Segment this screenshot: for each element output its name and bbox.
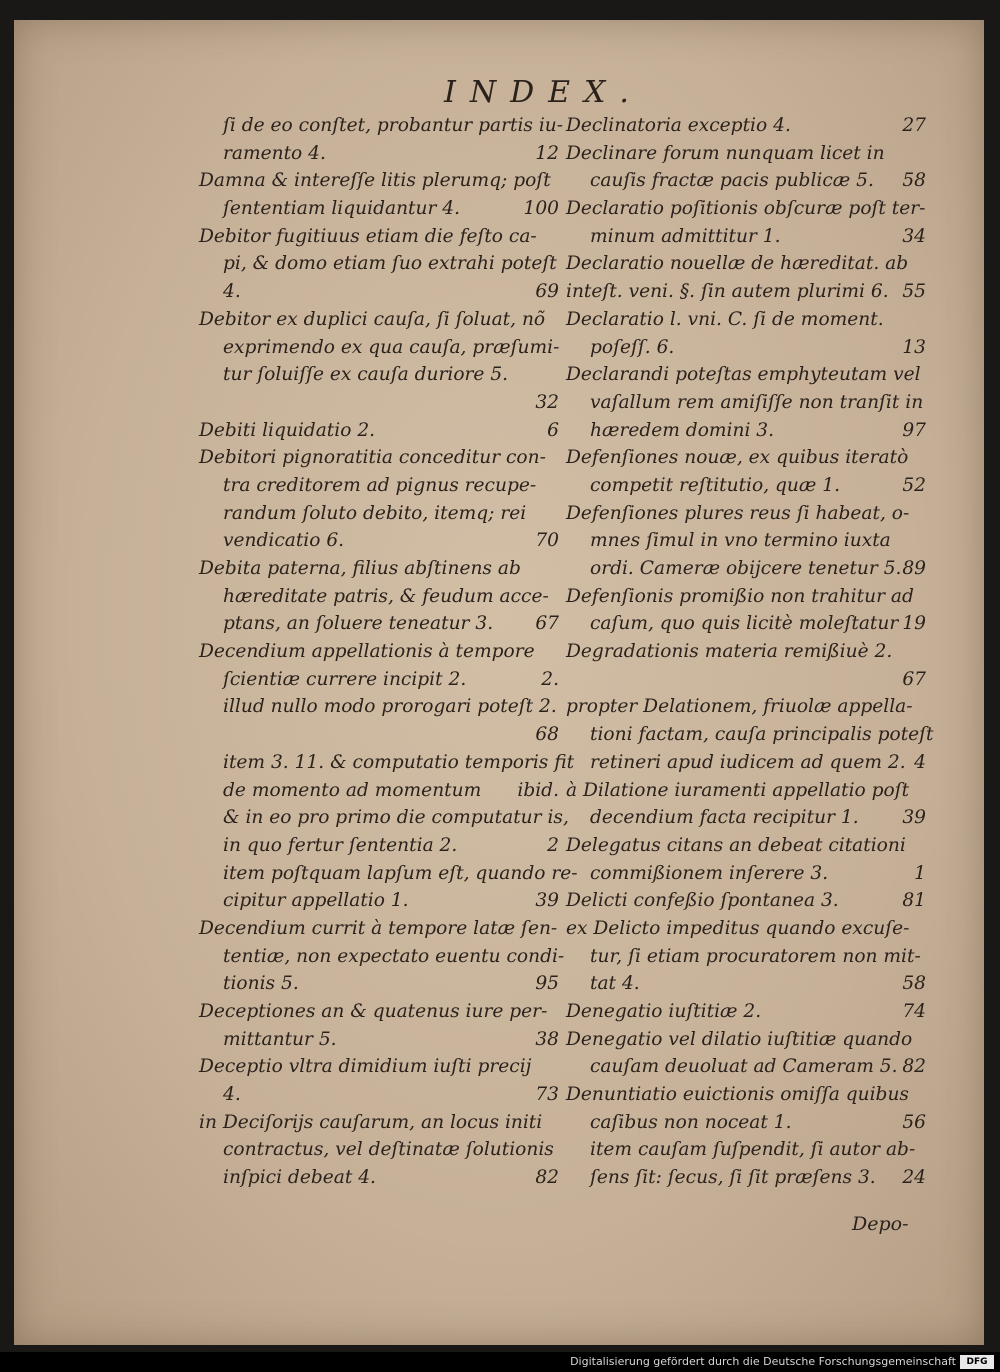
index-entry-text: minum admittitur 1. (590, 225, 781, 247)
page-reference: 4 (914, 751, 926, 773)
index-entry-text: Declaratio l. vni. C. ſi de moment. (566, 308, 884, 330)
index-line (566, 693, 926, 721)
page-reference: 67 (902, 668, 926, 690)
index-line (199, 693, 559, 721)
page-reference: 38 (535, 1028, 559, 1050)
index-entry-text: Deceptio vltra dimidium iuſti precij (199, 1056, 532, 1078)
index-entry-text: 4. (223, 1084, 241, 1106)
index-line (566, 417, 926, 445)
page-reference: 19 (902, 613, 926, 635)
index-entry-text: Declinare forum nunquam licet in (566, 142, 885, 164)
index-entry-text: tentiæ, non expectato euentu condi- (223, 945, 565, 967)
page-reference: 27 (902, 115, 926, 136)
index-entry-text: inteſt. veni. §. ſin autem plurimi 6. (566, 281, 889, 303)
index-line (199, 1136, 559, 1164)
index-line (199, 527, 559, 555)
page-reference: 70 (535, 530, 559, 552)
index-entry-text: Denegatio vel dilatio iuſtitiæ quando (566, 1028, 913, 1050)
index-line (566, 1053, 926, 1081)
index-line (566, 970, 926, 998)
index-line (566, 666, 926, 694)
index-line (199, 472, 559, 500)
page-reference: 58 (902, 973, 926, 995)
index-line (566, 444, 926, 472)
index-line (566, 555, 926, 583)
index-entry-text: Debitor fugitiuus etiam die feſto ca- (199, 225, 537, 247)
index-entry-text: Defenſiones nouæ, ex quibus iteratò (566, 447, 909, 469)
index-entry-text: Debitori pignoratitia conceditur con- (199, 447, 546, 469)
index-line (566, 1026, 926, 1054)
index-entry-text: ſententiam liquidantur 4. (223, 198, 461, 220)
funding-credit: Digitalisierung gefördert durch die Deutsche Forschungsgemeinschaft (570, 1355, 956, 1368)
index-entry-text: Declaratio poſitionis obſcuræ poſt ter- (566, 198, 926, 220)
index-line (199, 223, 559, 251)
index-entry-text: exprimendo ex qua cauſa, præſumi- (223, 336, 560, 358)
page-reference: 74 (902, 1001, 926, 1022)
index-line (199, 250, 559, 278)
index-entry-text: ramento 4. (223, 142, 326, 164)
index-entry-text: in Deciſorijs cauſarum, an locus initi (199, 1111, 543, 1133)
index-line (199, 195, 559, 223)
page-reference: 6 (547, 419, 559, 441)
index-entry-text: cauſam deuoluat ad Cameram 5. (590, 1056, 898, 1078)
index-line (566, 777, 926, 805)
index-line (566, 998, 926, 1026)
index-line (566, 943, 926, 971)
index-entry-text: item poſtquam lapſum eſt, quando re- (223, 862, 578, 884)
index-entry-text: vendicatio 6. (223, 530, 345, 552)
index-line (199, 915, 559, 943)
index-entry-text: retineri apud iudicem ad quem 2. (590, 751, 906, 773)
index-line (199, 860, 578, 888)
index-line (199, 943, 565, 971)
index-column-right (566, 112, 934, 1192)
index-entry-text: caſum, quo quis licitè moleſtatur (590, 613, 899, 635)
index-line (566, 832, 926, 860)
index-entry-text: Denegatio iuſtitiæ 2. (566, 1001, 762, 1022)
index-line (199, 555, 559, 583)
index-line (566, 860, 926, 888)
page-reference: 82 (535, 1167, 559, 1189)
page-header: INDEX. (444, 75, 643, 110)
index-entry-text: hæreditate patris, & feudum acce- (223, 585, 549, 607)
index-line (199, 610, 559, 638)
index-entry-text: contractus, vel deſtinatæ ſolutionis (223, 1139, 554, 1161)
index-line (566, 306, 926, 334)
index-entry-text: Declinatoria exceptio 4. (566, 115, 791, 136)
index-entry-text: tat 4. (590, 973, 640, 995)
index-line (566, 112, 926, 140)
page-reference: 73 (535, 1084, 559, 1106)
book-page (14, 20, 984, 1345)
index-line (566, 223, 926, 251)
index-entry-text: item 3. 11. & computatio temporis fit (223, 751, 575, 773)
page-reference: 100 (523, 198, 559, 220)
page-reference: 89 (902, 558, 926, 579)
index-entry-text: Damna & intereſſe litis plerumq; poſt (199, 170, 551, 192)
index-line (199, 721, 559, 749)
index-line (566, 610, 926, 638)
index-entry-text: à Dilatione iuramenti appellatio poſt (566, 779, 910, 801)
index-line (566, 195, 926, 223)
index-entry-text: Debitor ex duplici cauſa, ſi ſoluat, nõ (199, 308, 546, 330)
index-line (199, 666, 559, 694)
index-line (199, 638, 559, 666)
page-reference: 67 (535, 613, 559, 635)
page-reference: 34 (902, 225, 926, 247)
index-entry-text: Delicti confeßio ſpontanea 3. (566, 890, 839, 912)
index-line (566, 749, 926, 777)
index-line (199, 1026, 559, 1054)
index-entry-text: Denuntiatio euictionis omiſſa quibus (566, 1084, 909, 1106)
index-entry-text: ſens ſit: ſecus, ſi ſit præſens 3. (590, 1167, 876, 1189)
index-line (566, 583, 926, 611)
index-line (566, 500, 926, 528)
index-line (566, 472, 926, 500)
page-reference: 39 (535, 890, 559, 912)
index-entry-text: ex Delicto impeditus quando excuſe- (566, 917, 910, 939)
index-line (199, 167, 559, 195)
index-line (199, 583, 559, 611)
index-line (199, 112, 564, 140)
page-reference: 12 (535, 142, 559, 164)
index-line (199, 887, 559, 915)
index-line (199, 500, 559, 528)
index-entry-text: poſeſſ. 6. (590, 336, 675, 358)
index-entry-text: & in eo pro primo die computatur is, (223, 807, 569, 829)
index-line (566, 638, 926, 666)
page-reference: 55 (902, 281, 926, 303)
page-reference: 56 (902, 1111, 926, 1133)
page-reference: 24 (902, 1167, 926, 1189)
page-reference: 39 (902, 807, 926, 829)
index-entry-text: Declaratio nouellæ de hæreditat. ab (566, 253, 909, 275)
index-entry-text: mittantur 5. (223, 1028, 337, 1050)
index-line (199, 777, 559, 805)
index-line (566, 1164, 926, 1192)
index-line (199, 749, 575, 777)
footer-bar (0, 1352, 1000, 1372)
index-line (199, 361, 559, 389)
index-line (566, 1136, 926, 1164)
index-entry-text: randum ſoluto debito, itemq; rei (223, 502, 527, 524)
index-entry-text: mnes ſimul in vno termino iuxta (590, 530, 891, 552)
index-line (566, 887, 926, 915)
index-entry-text: competit reſtitutio, quæ 1. (590, 474, 841, 496)
page-reference: 13 (902, 336, 926, 358)
index-entry-text: illud nullo modo prorogari poteſt 2. (223, 696, 557, 718)
index-entry-text: ſcientiæ currere incipit 2. (223, 668, 467, 690)
page-reference: 97 (902, 419, 926, 441)
index-line (566, 527, 926, 555)
index-entry-text: tioni factam, cauſa principalis poteſt (590, 724, 934, 746)
index-entry-text: cipitur appellatio 1. (223, 890, 409, 912)
index-column-left (199, 112, 578, 1192)
page-reference: 52 (902, 474, 926, 496)
index-entry-text: Defenſionis promißio non trahitur ad (566, 585, 914, 607)
dfg-logo: DFG (960, 1355, 994, 1369)
index-line (566, 334, 926, 362)
index-line (199, 306, 559, 334)
index-line (566, 721, 934, 749)
index-line (566, 140, 926, 168)
index-line (566, 361, 926, 389)
index-entry-text: inſpici debeat 4. (223, 1167, 376, 1189)
index-line (199, 804, 569, 832)
index-line (566, 278, 926, 306)
index-entry-text: Decendium currit à tempore latæ ſen- (199, 917, 558, 939)
index-entry-text: in quo fertur ſententia 2. (223, 834, 458, 856)
index-line (199, 444, 559, 472)
index-entry-text: tra creditorem ad pignus recupe- (223, 474, 537, 496)
index-entry-text: tionis 5. (223, 973, 299, 995)
index-entry-text: propter Delationem, friuolæ appella- (566, 696, 913, 718)
catchword: Depo- (852, 1213, 909, 1235)
index-entry-text: Declarandi poteſtas emphyteutam vel (566, 364, 921, 386)
page-reference: 81 (902, 890, 926, 912)
page-reference: 95 (535, 973, 559, 995)
index-entry-text: tur, ſi etiam procuratorem non mit- (590, 945, 921, 967)
index-entry-text: item cauſam ſuſpendit, ſi autor ab- (590, 1139, 916, 1161)
page-reference: 2 (547, 834, 559, 856)
page-reference: 1 (914, 862, 926, 884)
index-entry-text: Defenſiones plures reus ſi habeat, o- (566, 502, 910, 524)
index-entry-text: ſi de eo conſtet, probantur partis iu- (223, 115, 564, 136)
index-line (566, 250, 926, 278)
index-entry-text: de momento ad momentum (223, 779, 482, 801)
index-entry-text: Deceptiones an & quatenus iure per- (199, 1001, 548, 1022)
page-reference: 58 (902, 170, 926, 192)
index-line (199, 417, 559, 445)
index-entry-text: hæredem domini 3. (590, 419, 775, 441)
index-entry-text: 4. (223, 281, 241, 303)
index-entry-text: cauſis fractæ pacis publicæ 5. (590, 170, 874, 192)
page-reference: 2. (541, 668, 559, 690)
index-entry-text: caſibus non noceat 1. (590, 1111, 792, 1133)
page-reference: 82 (902, 1056, 926, 1078)
page-reference: 68 (535, 724, 559, 746)
index-entry-text: ptans, an ſoluere teneatur 3. (223, 613, 494, 635)
index-line (566, 804, 926, 832)
index-line (199, 970, 559, 998)
index-entry-text: Debita paterna, filius abſtinens ab (199, 558, 521, 579)
page-reference: 32 (535, 391, 559, 413)
index-entry-text: Degradationis materia remißiuè 2. (566, 641, 893, 663)
page-reference: ibid. (517, 779, 559, 801)
index-line (199, 1053, 559, 1081)
index-entry-text: decendium facta recipitur 1. (590, 807, 859, 829)
index-entry-text: commißionem inſerere 3. (590, 862, 829, 884)
index-line (566, 167, 926, 195)
page-reference: 69 (535, 281, 559, 303)
index-entry-text: vaſallum rem amiſiſſe non tranſit in (590, 391, 924, 413)
index-line (199, 1081, 559, 1109)
index-line (566, 389, 926, 417)
index-entry-text: Decendium appellationis à tempore (199, 641, 535, 663)
index-line (199, 389, 559, 417)
index-entry-text: pi, & domo etiam ſuo extrahi poteſt (223, 253, 557, 275)
index-line (199, 832, 559, 860)
index-line (199, 278, 559, 306)
index-line (566, 1081, 926, 1109)
index-line (566, 1109, 926, 1137)
index-line (199, 334, 559, 362)
index-line (199, 1109, 559, 1137)
index-line (199, 998, 559, 1026)
index-entry-text: Debiti liquidatio 2. (199, 419, 376, 441)
index-entry-text: tur ſoluiſſe ex cauſa duriore 5. (223, 364, 509, 386)
index-line (199, 140, 559, 168)
index-entry-text: ordi. Cameræ obijcere tenetur 5. (590, 558, 902, 579)
index-line (566, 915, 926, 943)
index-entry-text: Delegatus citans an debeat citationi (566, 834, 906, 856)
index-line (199, 1164, 559, 1192)
